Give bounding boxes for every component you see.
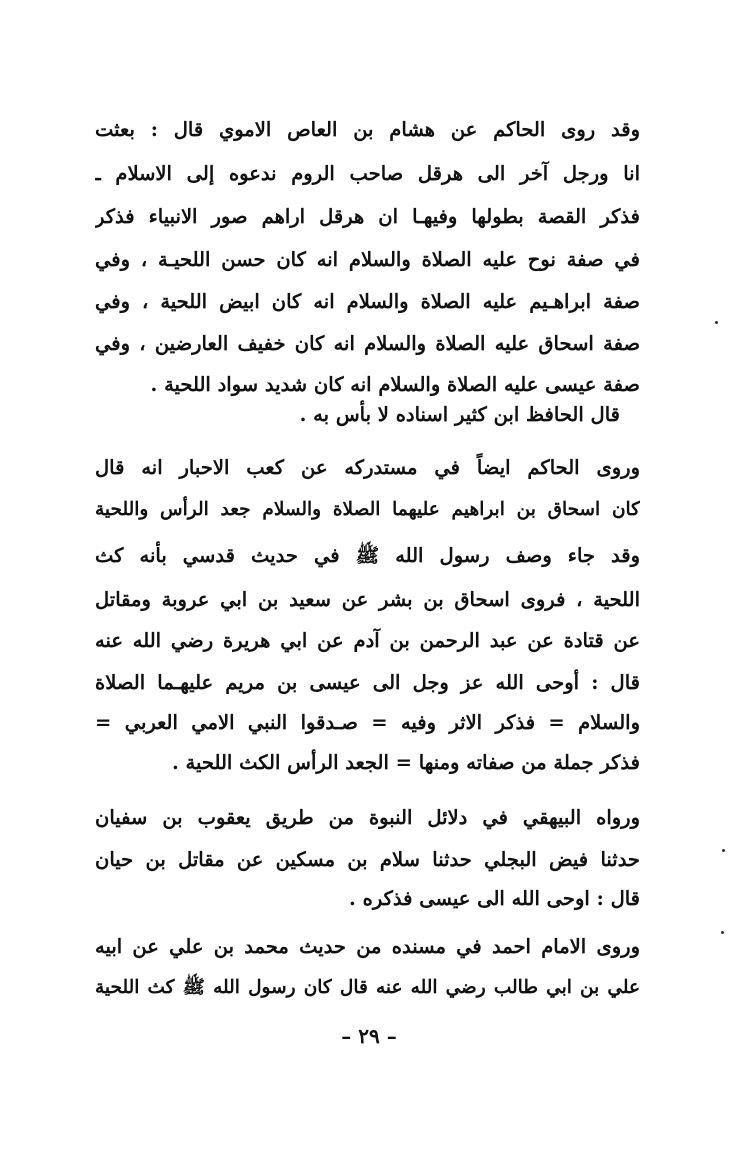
text-line: صفة ابراهـيم عليه الصلاة والسلام انه كان ابيض اللحية ، وفي <box>95 290 640 313</box>
text-line: وروى الحاكم ايضاً في مستدركه عن كعب الاحبار انه قال <box>95 456 640 479</box>
text-line: وروى الامام احمد في مسنده من حديث محمد بن علي عن ابيه <box>95 935 640 958</box>
text-line: وقد روى الحاكم عن هشام بن العاص الاموي قال : بعثت <box>95 118 640 141</box>
scan-speck <box>721 931 724 934</box>
text-line: فذكر القصة بطولها وفيهـا ان هرقل اراهم صور الانبياء فذكر <box>95 205 640 228</box>
text-line: في صفة نوح عليه الصلاة والسلام انه كان حسن اللحيـة ، وفي <box>95 248 640 271</box>
text-line: علي بن ابي طالب رضي الله عنه قال كان رسول الله ﷺ كث اللحية <box>95 977 640 998</box>
text-line: والسلام = فذكر الاثر وفيه = صـدقوا النبي الامي العربي = <box>95 711 640 734</box>
text-line: قال : اوحى الله الى عيسى فذكره . <box>349 887 640 910</box>
text-line: ورواه البيهقي في دلائل النبوة من طريق يعقوب بن سفيان <box>95 806 640 829</box>
text-line: فذكر جملة من صفاته ومنها = الجعد الرأس الكث اللحية . <box>171 751 640 774</box>
text-line: حدثنا فيض البجلي حدثنا سلام بن مسكين عن مقاتل بن حيان <box>95 848 640 871</box>
text-line: قال : أوحى الله عز وجل الى عيسى بن مريم عليهـما الصلاة <box>95 671 640 694</box>
text-line: عن قتادة عن عبد الرحمن بن آدم عن ابي هريرة رضي الله عنه <box>95 629 640 652</box>
scan-speck <box>715 321 718 324</box>
scan-speck <box>722 849 725 852</box>
text-line: اللحية ، فروى اسحاق بن بشر عن سعيد بن ابي عروبة ومقاتل <box>95 588 640 611</box>
text-line: كان اسحاق بن ابراهيم عليهما الصلاة والسلام جعد الرأس واللحية <box>95 499 640 520</box>
text-line: صفة عيسى عليه الصلاة والسلام انه كان شديد سواد اللحية . <box>150 373 640 396</box>
text-line: انا ورجل آخر الى هرقل صاحب الروم ندعوه إلى الاسلام ـ <box>95 162 640 185</box>
text-line: وقد جاء وصف رسول الله ﷺ في حديث قدسي بأنه كث <box>95 544 640 567</box>
page-number: – ٢٩ – <box>341 1024 397 1048</box>
text-line: صفة اسحاق عليه الصلاة والسلام انه كان خفيف العارضين ، وفي <box>95 332 640 355</box>
text-line: قال الحافظ ابن كثير اسناده لا بأس به . <box>299 403 620 426</box>
